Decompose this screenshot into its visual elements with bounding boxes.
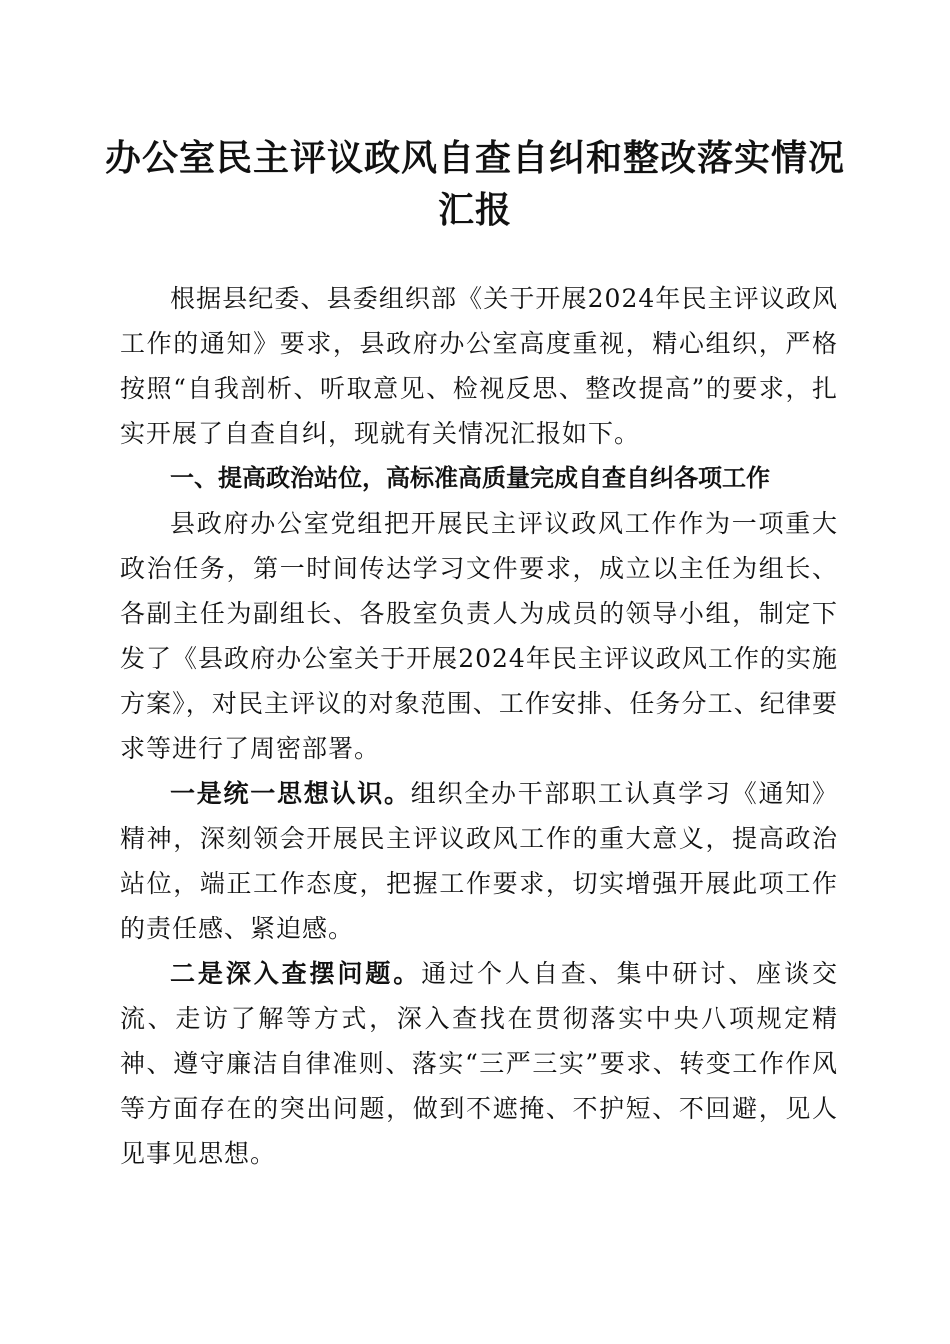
point-2-paragraph [120,951,838,1176]
intro-paragraph: 根据县纪委、县委组织部《关于开展2024年民主评议政风工作的通知》要求，县政府办公室高度重视，精心组织，严格按照“自我剖析、听取意见、检视反思、整改提高”的要求，扎实开展了自查自纠，现就有关情况汇报如下。 [120,284,838,448]
point-2-body: 通过个人自查、集中研讨、座谈交流、走访了解等方式，深入查找在贯彻落实中央八项规定精神、遵守廉洁自律准则、落实“三严三实”要求、转变工作作风等方面存在的突出问题，做到不遮掩、不护短、不回避，见人见事见思想。 [120,959,838,1168]
document-body [120,276,838,1176]
title-line-2: 汇报 [437,189,512,231]
point-1-paragraph [120,771,838,951]
document-title [100,132,850,236]
section-1-heading: 一、提高政治站位，高标准高质量完成自查自纠各项工作 [170,464,770,492]
point-1-lead: 一是统一思想认识。 [170,779,411,808]
title-line-1: 办公室民主评议政风自查自纠和整改落实情况 [104,137,845,179]
section-1-paragraph: 县政府办公室党组把开展民主评议政风工作作为一项重大政治任务，第一时间传达学习文件要求，成立以主任为组长、各副主任为副组长、各股室负责人为成员的领导小组，制定下发了《县政府办公室关于开展2024年民主评议政风工作的实施方案》，对民主评议的对象范围、工作安排、任务分工、纪律要求等进行了周密部署。 [120,509,838,763]
point-1-body: 组织全办干部职工认真学习《通知》精神，深刻领会开展民主评议政风工作的重大意义，提高政治站位，端正工作态度，把握工作要求，切实增强开展此项工作的责任感、紧迫感。 [120,779,838,943]
point-2-lead: 二是深入查摆问题。 [170,959,422,988]
